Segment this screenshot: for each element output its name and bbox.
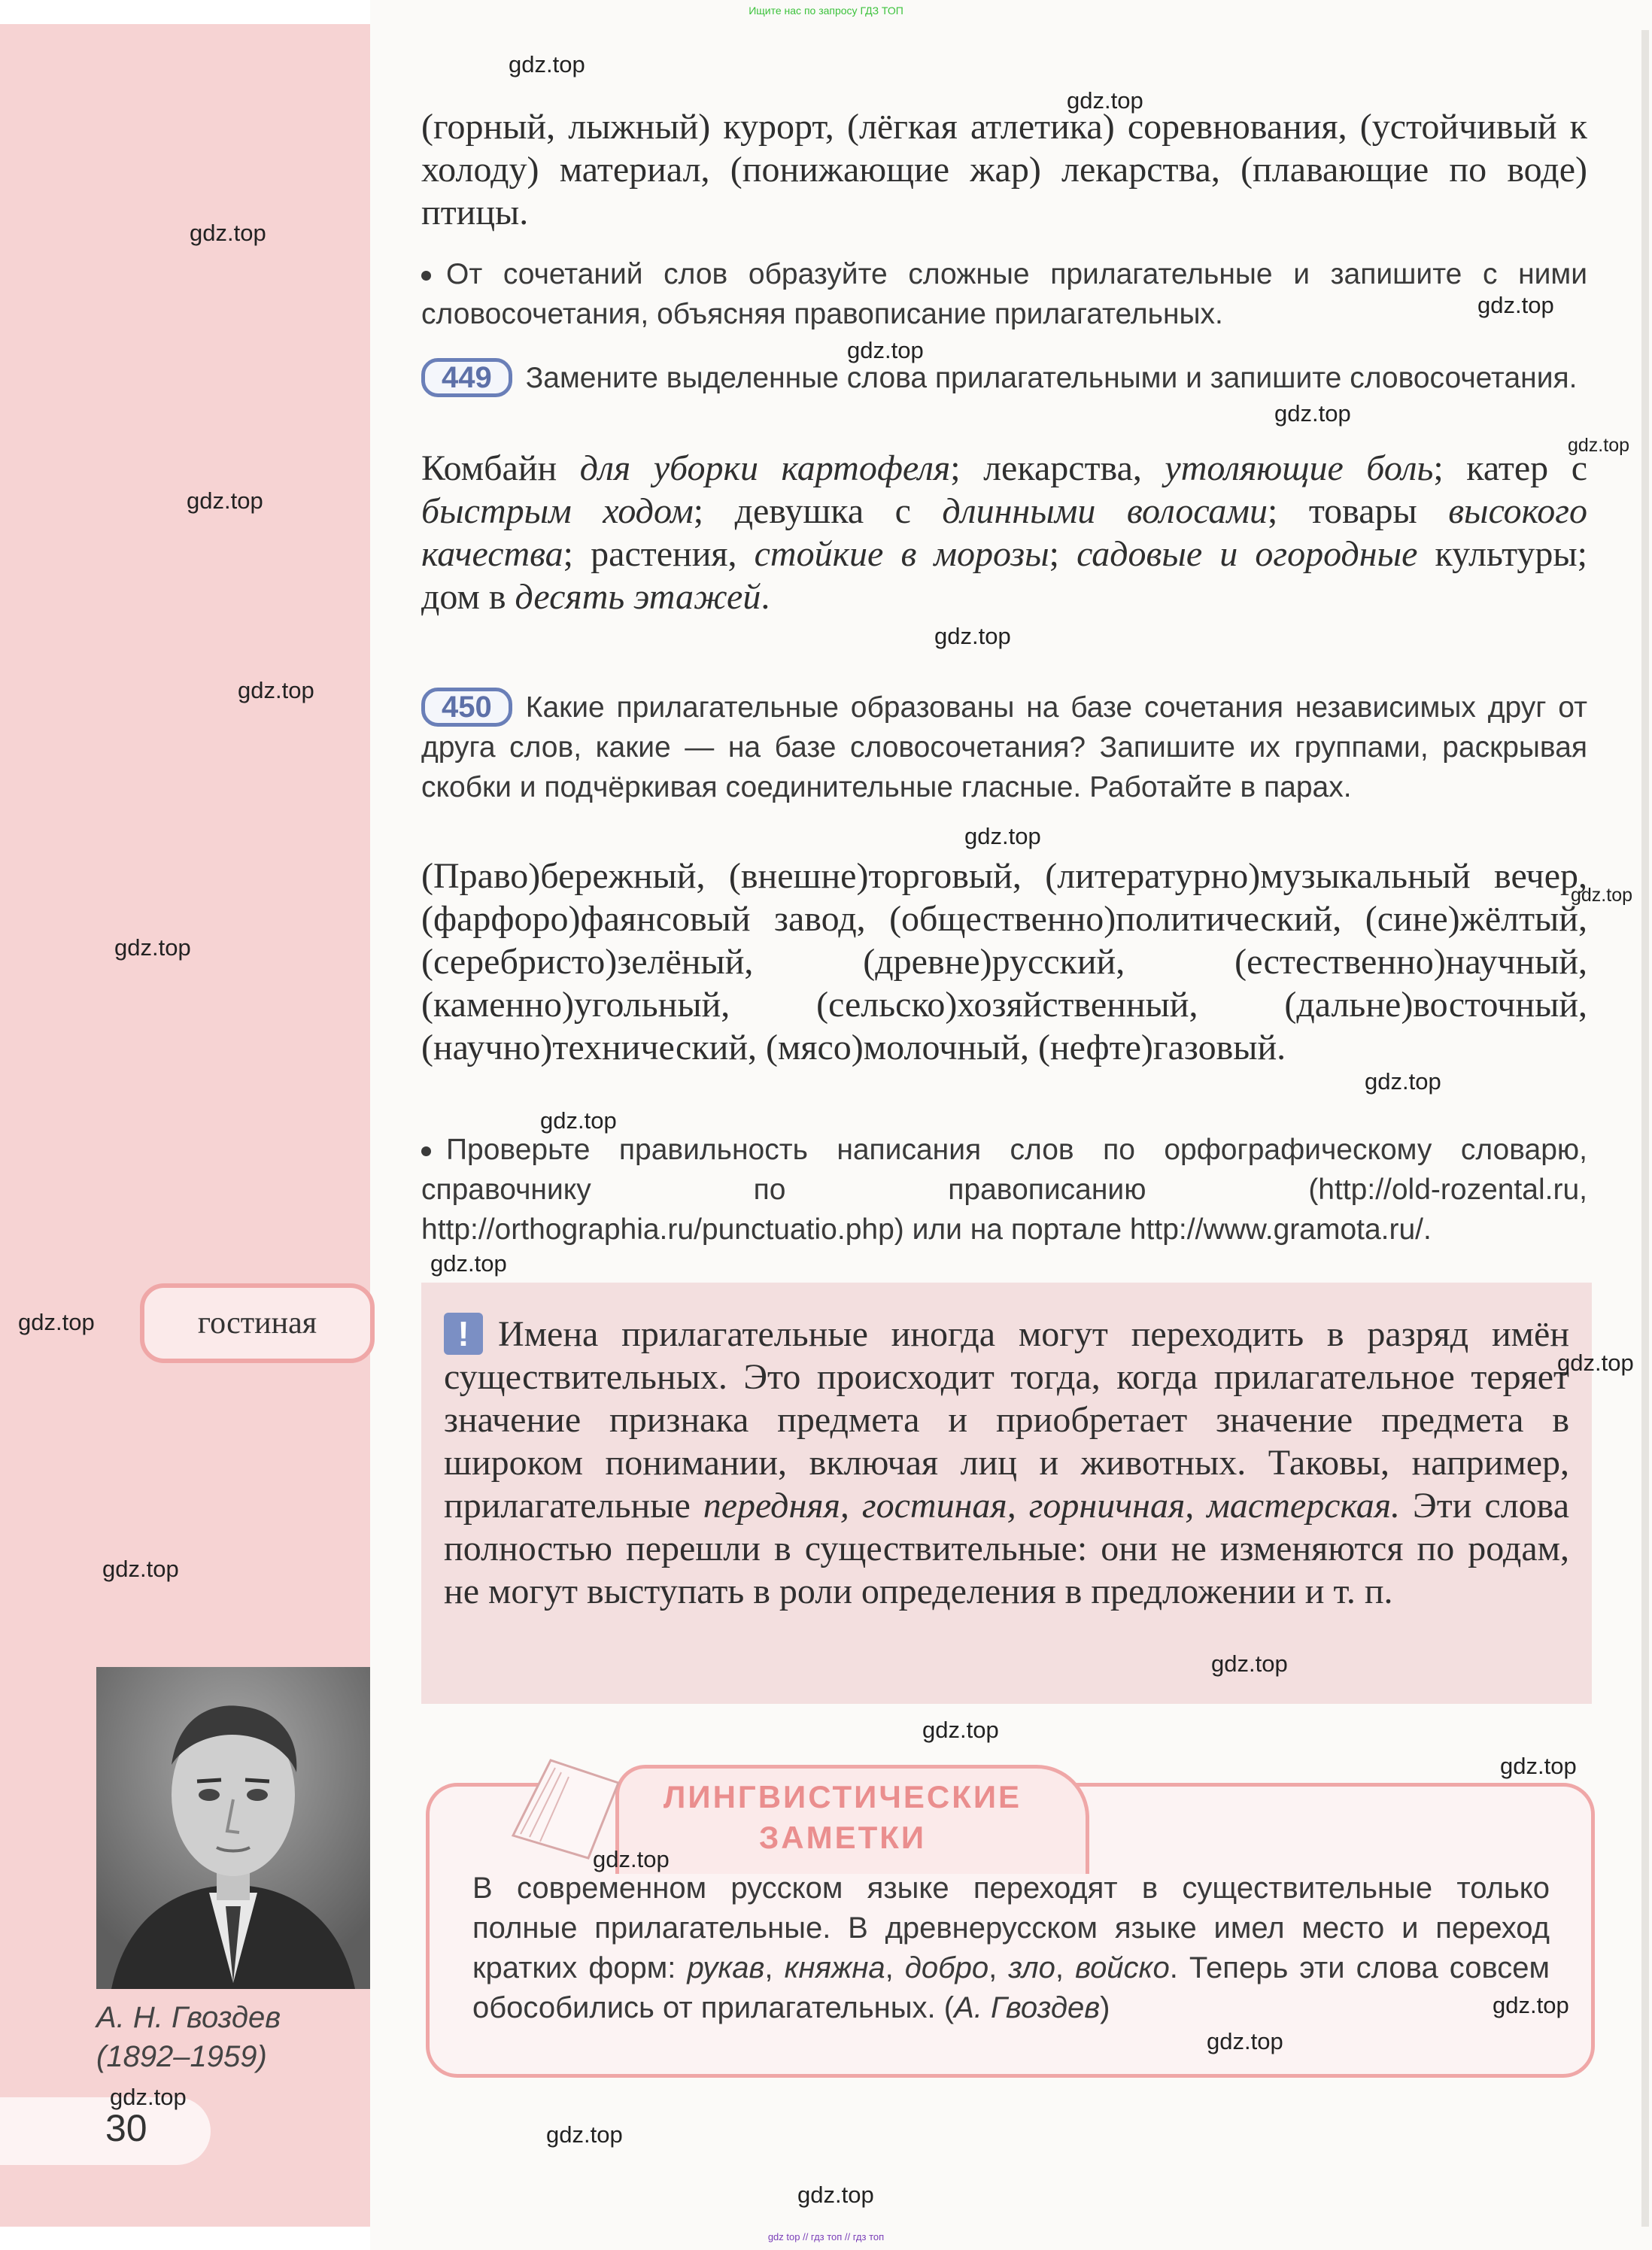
text-run: , (988, 1951, 1009, 1984)
exclamation-icon: ! (444, 1313, 483, 1355)
watermark: gdz.top (922, 1717, 999, 1743)
watermark: gdz.top (102, 1556, 179, 1582)
watermark: gdz.top (797, 2182, 874, 2208)
emphasized-text: рукав (687, 1951, 765, 1984)
watermark: gdz.top (593, 1846, 670, 1872)
linguistic-notes-text (472, 1869, 1550, 2028)
watermark: gdz.top (187, 487, 263, 514)
emphasized-text: передняя, гостиная, горничная, мастерская. (703, 1486, 1401, 1526)
text-run: . (761, 577, 770, 617)
text-run: , (764, 1951, 785, 1984)
watermark: gdz.top (1274, 400, 1351, 427)
bottom-links[interactable]: gdz top // гдз топ // гдз топ (767, 2231, 885, 2242)
emphasized-text: десять этажей (515, 577, 761, 617)
portrait-photo (96, 1667, 370, 1989)
exercise-450-check-text: Проверьте правильность написания слов по орфографическому словарю, справочнику по правописанию (http://old-rozental.ru, http://orthographia.ru/punctuatio.php) или на портале http://www.gramota.ru/. (421, 1134, 1587, 1246)
watermark: gdz.top (18, 1309, 95, 1335)
emphasized-text: для уборки картофеля (579, 448, 951, 488)
rule-text (444, 1313, 1569, 1613)
text-run: ; катер с (1433, 448, 1587, 488)
text-run: Имена прилагательные иногда могут переходить в разряд имён существительных. Это происходит тогда, когда прилагательное теряет значение признака предмета и приобретает значение предмета в широком понимании, включая лиц и животных. Таковы, например, прилагательные (444, 1314, 1569, 1526)
text-run: ; растения, (563, 534, 755, 574)
watermark: gdz.top (430, 1250, 507, 1277)
exercise-450-task (421, 688, 1587, 807)
watermark: gdz.top (546, 2121, 623, 2148)
watermark: gdz.top (238, 677, 314, 703)
text-run: ; лекарства, (950, 448, 1165, 488)
emphasized-text: А. Гвоздев (954, 1991, 1101, 2024)
exercise-number-badge: 450 (421, 688, 512, 727)
portrait-years: (1892–1959) (96, 2040, 267, 2073)
exercise-number-badge: 449 (421, 358, 512, 397)
emphasized-text: высокого качества (421, 491, 1588, 574)
watermark: gdz.top (1568, 435, 1630, 456)
watermark: gdz.top (1207, 2028, 1283, 2054)
top-search-hint[interactable]: Ищите нас по запросу ГДЗ ТОП (749, 5, 903, 17)
text-run: культуры; дом в (421, 534, 1587, 617)
watermark: gdz.top (847, 337, 924, 363)
watermark: gdz.top (964, 823, 1041, 849)
portrait-image (96, 1667, 370, 1989)
text-run: Эти слова полностью перешли в существительные: они не изменяются по родам, не могут выступать в роли определения в предложении и т. п. (444, 1486, 1569, 1611)
bullet-icon (421, 1146, 431, 1156)
text-run: , (1055, 1951, 1076, 1984)
text-run: , (885, 1951, 905, 1984)
text-run: ; девушка с (693, 491, 943, 531)
page-edge (1641, 30, 1649, 2227)
exercise-450-task-text: Какие прилагательные образованы на базе сочетания независимых друг от друга слов, какие — на базе словосочетания? Запишите их группами, раскрывая скобки и подчёркивая соединительные гласные. Работайте в парах. (421, 691, 1587, 803)
text-run: В современном русском языке переходят в существительные только полные прилагательные. В древнерусском языке имел место и переход кратких форм: (472, 1872, 1550, 1984)
emphasized-text: длинными волосами (942, 491, 1268, 531)
text-run: ; (1049, 534, 1077, 574)
watermark: gdz.top (1557, 1350, 1634, 1376)
page-number: 30 (105, 2107, 147, 2149)
watermark: gdz.top (114, 934, 191, 961)
exercise-450-text: (Право)бережный, (внешне)торговый, (литературно)музыкальный вечер, (фарфоро)фаянсовый завод, (общественно)политический, (сине)жёлтый, (серебристо)зелёный, (древне)русский, (естественно)научный, (каменно)угольный, (сельско)хозяйственный, (дальне)восточный, (научно)технический, (мясо)молочный, (нефте)газовый. (421, 856, 1587, 1067)
text-run: ) (1100, 1991, 1110, 2024)
intro-text: (горный, лыжный) курорт, (лёгкая атлетика) соревнования, (устойчивый к холоду) материал, (понижающие жар) лекарства, (плавающие по воде) птицы. (421, 107, 1587, 232)
watermark: gdz.top (1500, 1753, 1577, 1779)
emphasized-text: стойкие в морозы (754, 534, 1049, 574)
intro-task (421, 254, 1587, 334)
exercise-449-text (421, 447, 1587, 618)
exercise-449-task (421, 358, 1587, 398)
bullet-icon (421, 271, 431, 281)
emphasized-text: утоляющие боль (1165, 448, 1434, 488)
emphasized-text: быстрым ходом (421, 491, 694, 531)
watermark: gdz.top (934, 623, 1011, 649)
emphasized-text: зло (1008, 1951, 1055, 1984)
linguistic-notes-title-line2: ЗАМЕТКИ (758, 1820, 927, 1855)
watermark: gdz.top (1067, 87, 1143, 114)
linguistic-notes-title (639, 1777, 1046, 1858)
emphasized-text: княжна (784, 1951, 885, 1984)
emphasized-text: добро (904, 1951, 989, 1984)
exercise-449-task-text: Замените выделенные слова прилагательными и запишите словосочетания. (525, 362, 1578, 394)
margin-word-box: гостиная (140, 1283, 375, 1363)
watermark: gdz.top (1211, 1650, 1288, 1677)
watermark: gdz.top (190, 220, 266, 246)
linguistic-notes-title-line1: ЛИНГВИСТИЧЕСКИЕ (663, 1779, 1022, 1814)
watermark: gdz.top (1493, 1992, 1569, 2018)
portrait-caption (96, 1998, 367, 2076)
text-run: . Теперь эти слова совсем обособились от прилагательных. ( (472, 1951, 1550, 2024)
watermark: gdz.top (1571, 885, 1633, 906)
emphasized-text: садовые и огородные (1077, 534, 1418, 574)
rule-body (444, 1314, 1569, 1611)
watermark: gdz.top (1477, 292, 1554, 318)
watermark: gdz.top (509, 51, 585, 77)
emphasized-text: войско (1075, 1951, 1170, 1984)
exercise-450-check (421, 1130, 1587, 1249)
text-run: ; товары (1268, 491, 1449, 531)
watermark: gdz.top (540, 1107, 617, 1134)
watermark: gdz.top (1365, 1068, 1441, 1095)
watermark: gdz.top (110, 2084, 187, 2110)
intro-task-text: От сочетаний слов образуйте сложные прилагательные и запишите с ними словосочетания, объясняя правописание прилагательных. (421, 258, 1587, 330)
portrait-name: А. Н. Гвоздев (96, 2001, 281, 2034)
text-run: Комбайн (421, 448, 580, 488)
